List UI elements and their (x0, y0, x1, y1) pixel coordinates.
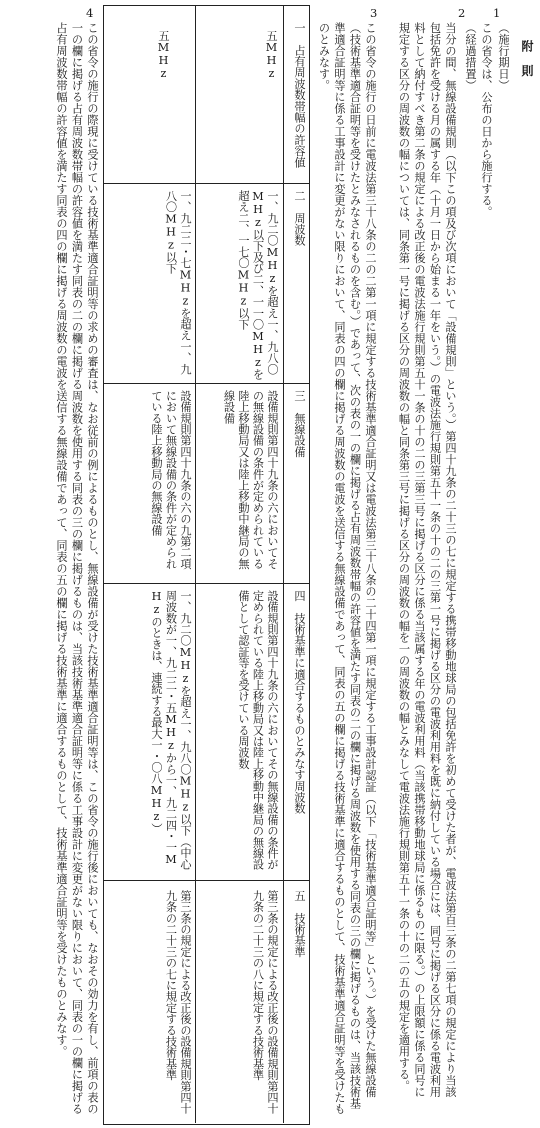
article-1-number: 1 (493, 6, 501, 20)
table-header-5: 五 技術基準 (293, 890, 306, 958)
table-header-1: 一 占有周波数帯幅の許容値 (293, 22, 306, 168)
article-4-text: この省令の施行の際現に受けている技術基準適合証明等の求めの審査は、なお従前の例によるものとし、無線設備が受けた技術基準適合証明等は、この省令の施行後においても、なおその効力を有し、前項の表の一の欄に掲げる占有周波数帯幅の許容値を満たす同表の二の欄に掲げる周波数を使用する同表の三の欄に掲げるものは、当該技術基準適合証明等に係る工事設計に変更がない限りにおいて、同表の一の欄に掲げる占有周波数帯幅の許容値を満たす同表の四の欄に掲げる周波数の電波を送信する無線設備であって、同表の五の欄に掲げる技術基準に適合するものとして、技術基準適合証明等を受けたものとみなす。 (55, 22, 99, 1115)
table-divider (195, 5, 196, 1123)
row2-bandwidth: 五MHz (157, 30, 170, 81)
table-header-2: 二 周波数 (293, 190, 306, 246)
article-1-caption: （施行期日） (497, 22, 510, 91)
row2-equipment: 設備規則第四十九条の六の九第二項において無線設備の条件が定められている陸上移動局の無線設備 (150, 390, 192, 570)
row1-frequency: 一、九二〇MHzを超え一、九八〇MHz以下及び二、一一〇MHzを超え二、一七〇MHz以下 (237, 190, 279, 380)
article-3-number: 3 (370, 6, 378, 20)
supplementary-heading: 附 則 (520, 40, 534, 77)
article-2-caption: （経過措置） (464, 22, 477, 91)
row2-standard: 第三条の規定による改正後の設備規則第四十九条の二十三の七に規定する技術基準 (164, 890, 192, 1114)
row2-frequency: 一、九二二・七MHzを超え一、九八〇MHz以下 (164, 190, 192, 375)
article-4-number: 4 (86, 6, 94, 20)
table-divider (103, 880, 309, 881)
row2-deemed-frequency: 一、九二〇MHzを超え一、九八〇MHz以下（中心周波数が一、九二二・五MHzから一、九二四・一MHzのときは、連続する最大一・〇八MHz） (150, 590, 192, 870)
article-2-number: 2 (458, 6, 466, 20)
article-2-text: 当分の間、無線設備規則（以下この項及び次項において「設備規則」という。）第四十九条の二十三の七に規定する携帯移動地球局の包括免許を初めて受けた者が、電波法第百三条の二第七項の規定により当該包括免許を受ける月の属する年（十月一日から始まる一年をいう。）の電波法施行規則第五十一条の十の二の三第一号に掲げる区分の電波利用料を既に納付している場合には、同号に掲げる区分に係る電波利用料として納付すべき第二条の規定による改正後の電波法施行規則第五十一条の十の二の三第三号に掲げる区分に係る当該属する年の電波利用料（当該携帯移動地球局に係るものに限る。）の上限額に係る同号に規定する区分の周波数の幅については、同条第一号に掲げる区分の周波数の幅と同条第三号に掲げる区分の周波数の幅を一の周波数の幅とみなして電波法施行規則第五十一条の十の二の五の規定を適用する。 (397, 22, 457, 1098)
article-1-text: この省令は、公布の日から施行する。 (480, 22, 493, 218)
table-divider (103, 583, 309, 584)
table-divider (283, 5, 284, 1123)
row1-deemed-equipment: 設備規則第四十九条の六においてその無線設備の条件が定められている陸上移動局又は陸上移動中継局の無線設備として認証等を受けている周波数 (237, 590, 279, 870)
row1-standard: 第三条の規定による改正後の設備規則第四十九条の二十三の八に規定する技術基準 (251, 890, 279, 1114)
table-divider (103, 183, 309, 184)
table-header-4: 四 技術基準に適合するものとみなす周波数 (293, 590, 306, 814)
article-3-text: この省令の施行の日前に電波法第三十八条の二の二第一項に規定する技術基準適合証明又は電波法第三十八条の二十四第一項に規定する工事設計認証（以下「技術基準適合証明等」という。）を受けた無線設備（技術基準適合証明等を受けたとみなされるものを含む。）であって、次の表の一の欄に掲げる占有周波数帯幅の許容値を満たす同表の二の欄に掲げる周波数を使用する同表の三の欄に掲げるものは、当該技術基準適合証明等に係る工事設計に変更がない限りにおいて、同表の四の欄に掲げる周波数の電波を送信する無線設備であって、同表の五の欄に掲げる技術基準に適合するものとして、技術基準適合証明等を受けたものとみなす。 (317, 22, 377, 1115)
table-divider (103, 383, 309, 384)
table-header-3: 三 無線設備 (293, 390, 306, 458)
row1-equipment: 設備規則第四十九条の六においてその無線設備の条件が定められている陸上移動局又は陸上移動中継局の無線設備 (222, 390, 279, 570)
row1-bandwidth: 五MHz (265, 30, 278, 81)
